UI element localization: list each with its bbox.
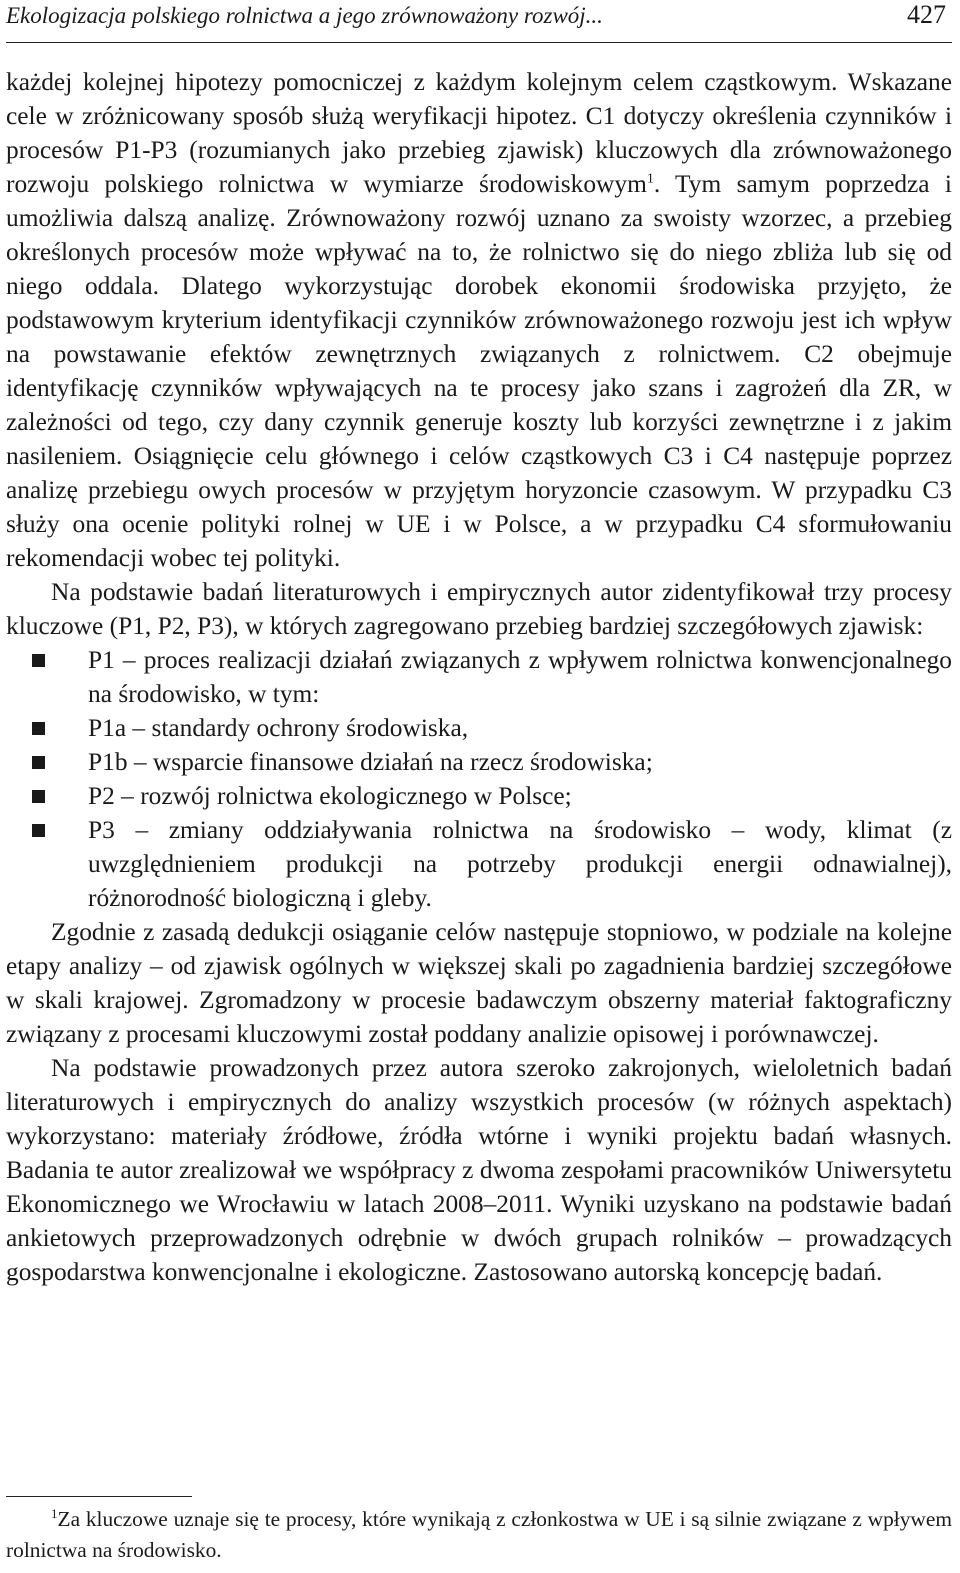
paragraph-goals-part1: każdej kolejnej hipotezy pomocniczej z każdym kolejnym celem cząstkowym. Wskazane cele w zróżnicowany sposób służą weryfikacji hipotez. C1 dotyczy określenia czynników i procesów P1-P3 (rozumianych jako przebieg zjawisk) kluczowych dla zrównoważonego rozwoju polskiego rolnictwa w wymiarze środowiskowym — [6, 68, 952, 198]
process-list — [6, 643, 952, 915]
footnote-reference[interactable]: 1 — [646, 171, 654, 187]
list-item — [6, 813, 952, 915]
list-item-text: P1b – wsparcie finansowe działań na rzecz środowiska; — [88, 748, 653, 776]
footnote-number: 1 — [51, 1505, 58, 1521]
list-item-text: P3 – zmiany oddziaływania rolnictwa na środowisko – wody, klimat (z uwzględnieniem produkcji na potrzeby produkcji energii odnawialnej), różnorodność biologiczną i gleby. — [88, 816, 952, 912]
page-number: 427 — [907, 0, 946, 29]
paragraph-research-sources: Na podstawie prowadzonych przez autora szeroko zakrojonych, wieloletnich badań literaturowych i empirycznych do analizy wszystkich procesów (w różnych aspektach) wykorzystano: materiały źródłowe, źródła wtórne i wyniki projektu badań własnych. Badania te autor zrealizował we współpracy z dwoma zespołami pracowników Uniwersytetu Ekonomicznego we Wrocławiu w latach 2008–2011. Wyniki uzyskano na podstawie badań ankietowych przeprowadzonych odrębnie w dwóch grupach rolników – prowadzących gospodarstwa konwencjonalne i ekologiczne. Zastosowano autorską koncepcję badań. — [6, 1054, 952, 1286]
square-bullet-icon — [32, 756, 45, 769]
list-item — [6, 779, 952, 813]
footnote-text: Za kluczowe uznaje się te procesy, które wynikają z członkostwa w UE i są silnie związane z wpływem rolnictwa na środowisko. — [6, 1507, 952, 1562]
list-item — [6, 745, 952, 779]
square-bullet-icon — [32, 654, 45, 667]
square-bullet-icon — [32, 722, 45, 735]
list-item-text: P1a – standardy ochrony środowiska, — [88, 714, 469, 742]
paragraph-key-processes: Na podstawie badań literaturowych i empirycznych autor zidentyfikował trzy procesy kluczowe (P1, P2, P3), w których zagregowano przebieg bardziej szczegółowych zjawisk: — [6, 578, 952, 640]
paragraph-deduction: Zgodnie z zasadą dedukcji osiąganie celów następuje stopniowo, w podziale na kolejne etapy analizy – od zjawisk ogólnych w większej skali po zagadnienia bardziej szczegółowe w skali krajowej. Zgromadzony w procesie badawczym obszerny materiał faktograficzny związany z procesami kluczowymi został poddany analizie opisowej i porównawczej. — [6, 918, 952, 1048]
list-item-text: P2 – rozwój rolnictwa ekologicznego w Polsce; — [88, 782, 572, 810]
list-item-text: P1 – proces realizacji działań związanych z wpływem rolnictwa konwencjonalnego na środowisko, w tym: — [88, 646, 952, 708]
paragraph-goals-part2: . Tym samym poprzedza i umożliwia dalszą analizę. Zrównoważony rozwój uznano za swoisty wzorzec, a przebieg określonych procesów może wpływać na to, że rolnictwo się do niego zbliża lub się od niego oddala. Dlatego wykorzystując dorobek ekonomii środowiska przyjęto, że podstawowym kryterium identyfikacji czynników zrównoważonego rozwoju jest ich wpływ na powstawanie efektów zewnętrznych związanych z rolnictwem. C2 obejmuje identyfikację czynników wpływających na te procesy jako szans i zagrożeń dla ZR, w zależności od tego, czy dany czynnik generuje koszty lub korzyści zewnętrzne i z jakim nasileniem. Osiągnięcie celu głównego i celów cząstkowych C3 i C4 następuje poprzez analizę przebiegu owych procesów w przyjętym horyzoncie czasowym. W przypadku C3 służy ona ocenie polityki rolnej w UE i w Polsce, a w przypadku C4 sformułowaniu rekomendacji wobec tej polityki. — [6, 170, 952, 572]
paragraph-goals — [6, 65, 952, 575]
body-text — [6, 65, 952, 1289]
list-item — [6, 711, 952, 745]
list-item — [6, 643, 952, 711]
footnote — [6, 1504, 952, 1566]
footnote-divider — [6, 1496, 192, 1497]
square-bullet-icon — [32, 790, 45, 803]
running-header — [6, 0, 952, 43]
running-title: Ekologizacja polskiego rolnictwa a jego zrównoważony rozwój... — [6, 3, 603, 28]
square-bullet-icon — [32, 824, 45, 837]
